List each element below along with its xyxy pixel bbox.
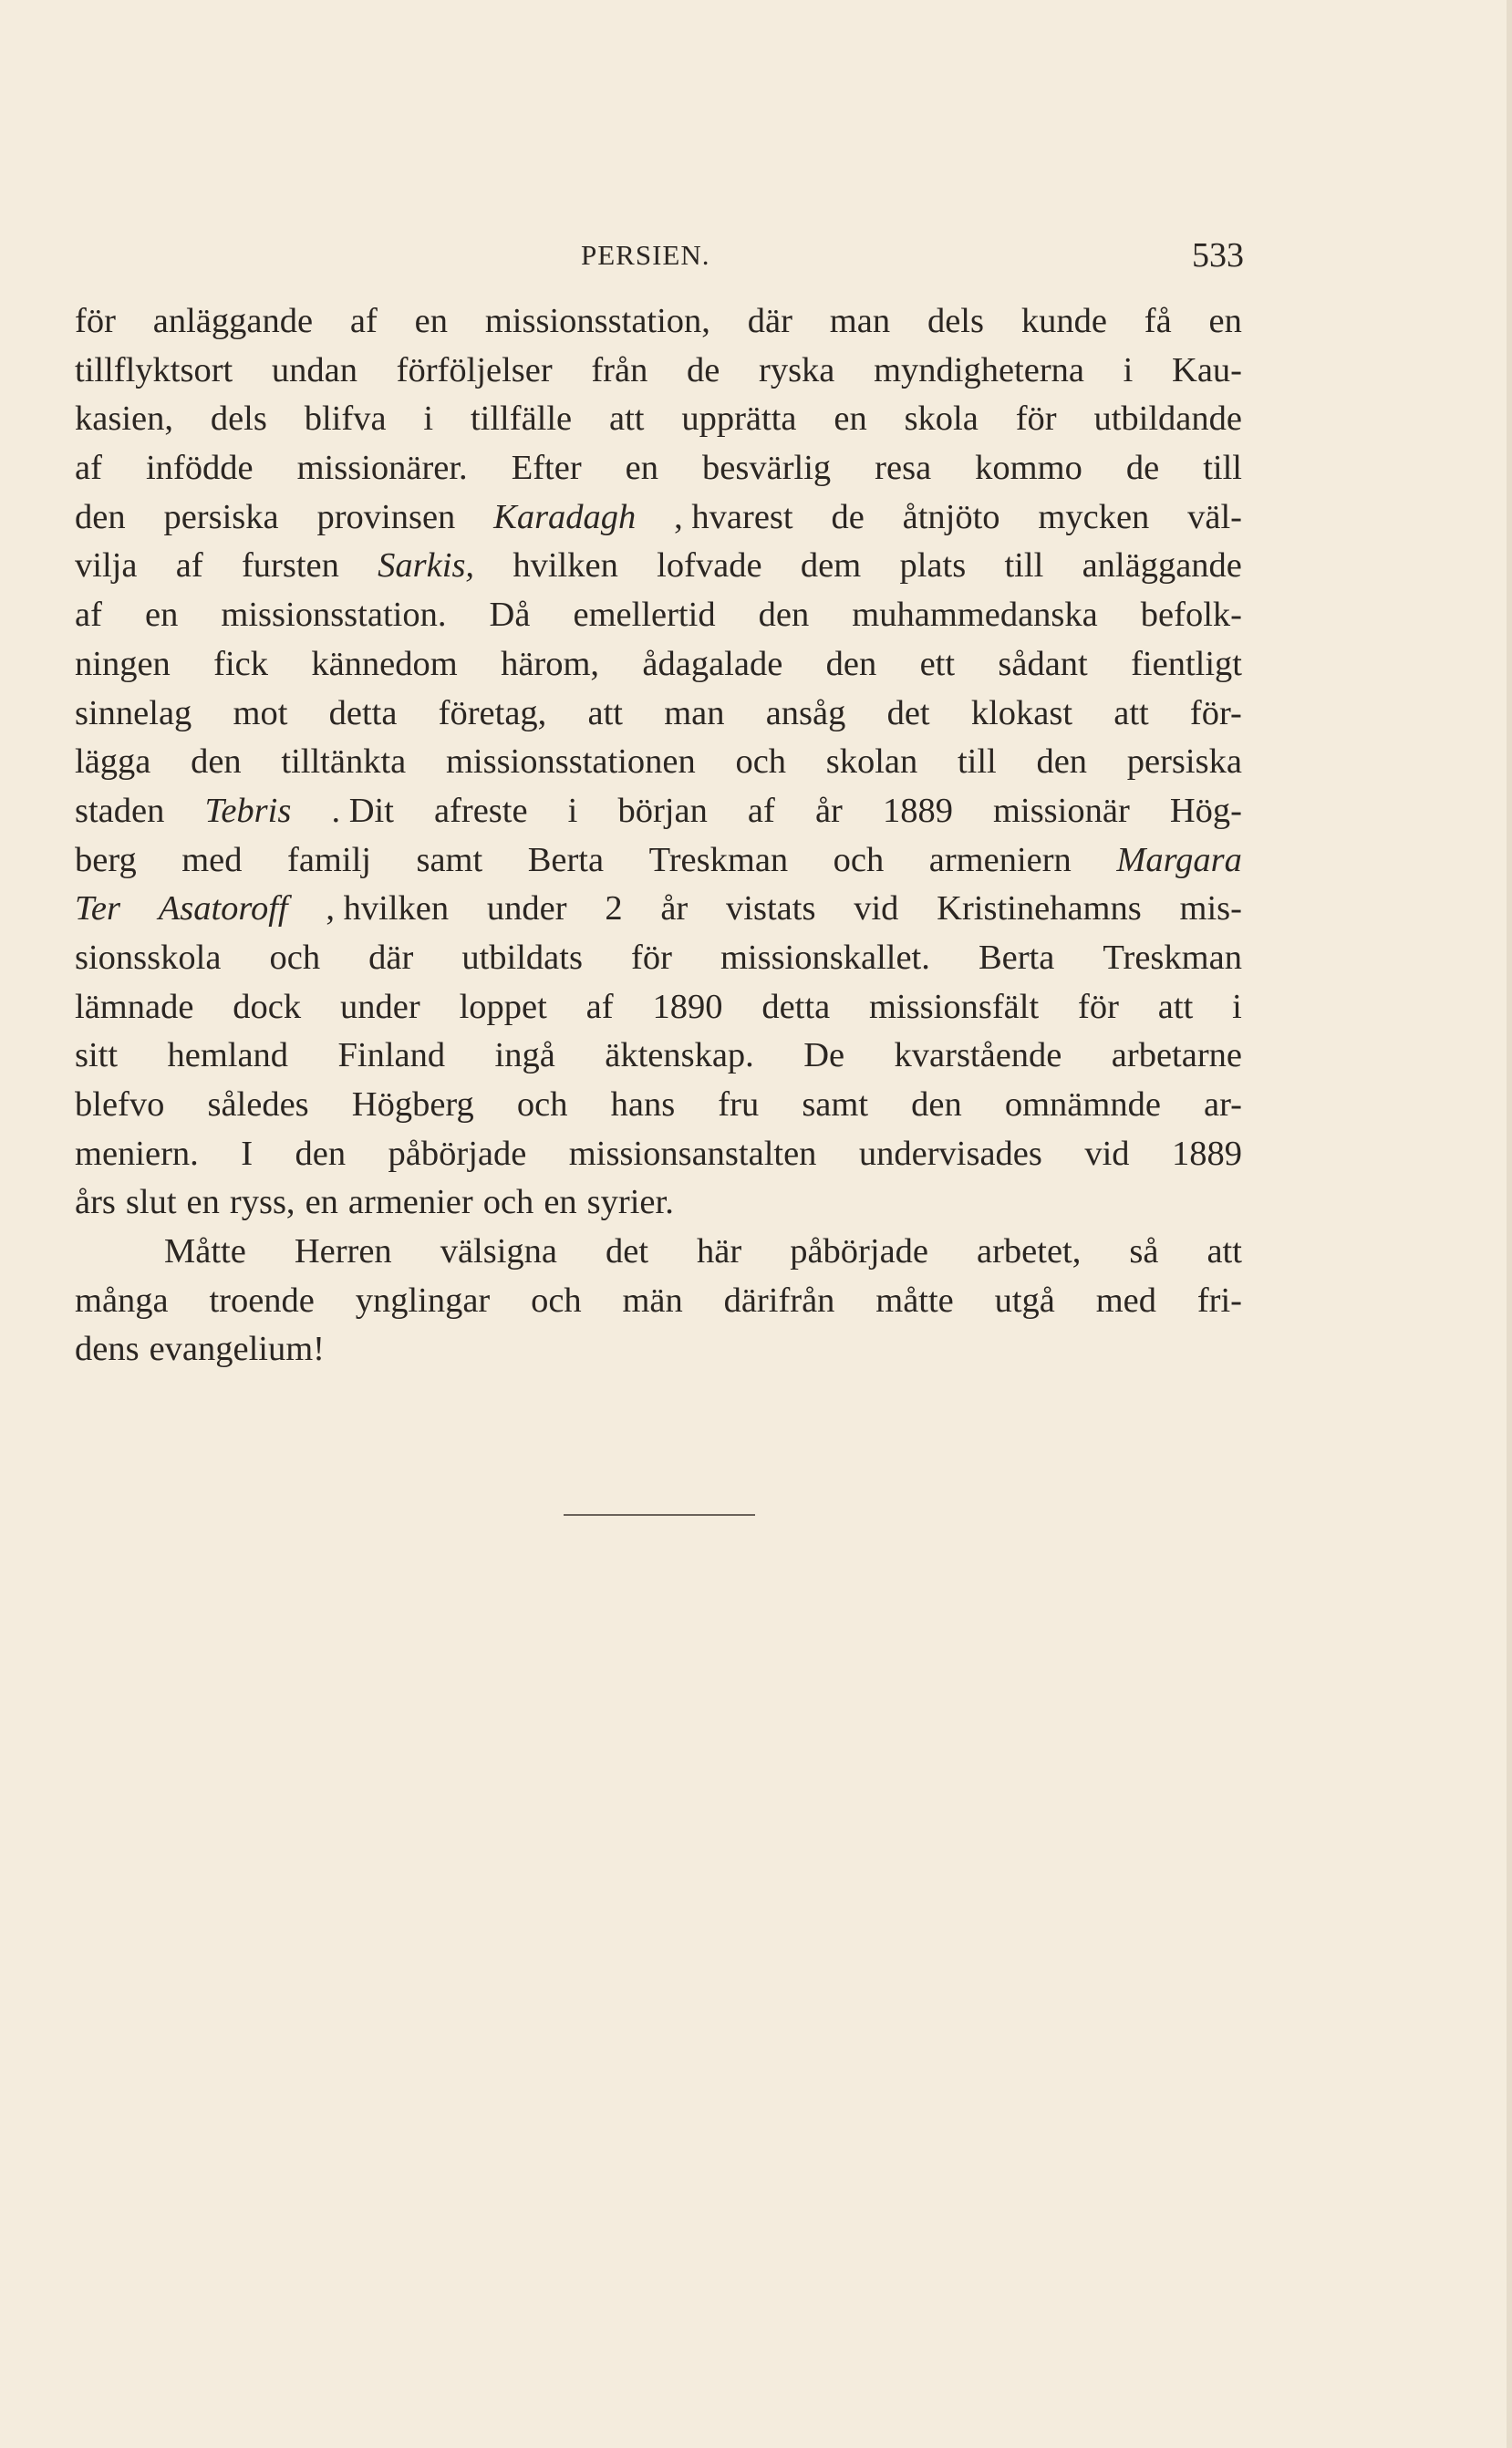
word: Treskman: [648, 840, 789, 879]
word: till: [1004, 546, 1044, 586]
word: företag,: [438, 693, 547, 732]
word: , hvarest: [674, 497, 793, 536]
word: de: [1125, 449, 1160, 488]
text-line: [75, 690, 1242, 739]
word: arbetet,: [977, 1232, 1082, 1271]
text-line: [75, 640, 1242, 690]
word: meniern.: [75, 1134, 199, 1173]
word: undan: [271, 350, 357, 389]
word: ryss,: [229, 1183, 295, 1222]
word: till: [957, 742, 997, 782]
word: klokast: [970, 693, 1073, 732]
word: hvilken: [513, 546, 618, 586]
word: därifrån: [723, 1281, 835, 1320]
word: den: [191, 742, 242, 782]
word: Hög-: [1169, 791, 1242, 830]
text-line: [75, 983, 1242, 1032]
word: befolk-: [1140, 596, 1242, 635]
word: Herren: [294, 1232, 392, 1271]
word: där: [368, 938, 414, 977]
word: detta: [761, 987, 831, 1026]
word: påbörjade: [388, 1134, 527, 1173]
word: dock: [233, 987, 302, 1026]
word: Berta: [527, 840, 605, 879]
word: dels: [927, 302, 984, 340]
word: anläggande: [1082, 546, 1242, 586]
word: till: [1203, 449, 1242, 488]
word: blefvo: [75, 1085, 165, 1124]
text-line: [75, 395, 1242, 444]
word: I: [241, 1134, 254, 1173]
word: den: [75, 497, 126, 536]
word: och: [833, 840, 885, 879]
word: utbildats: [461, 938, 583, 977]
word: undervisades: [858, 1134, 1042, 1173]
word: af: [349, 302, 378, 340]
word: armenier: [347, 1183, 473, 1222]
italic-word: Karadagh: [493, 497, 637, 536]
word: för: [1015, 399, 1057, 439]
word: måtte: [875, 1281, 954, 1320]
word: tillflyktsort: [75, 350, 233, 389]
word: att: [609, 399, 645, 439]
word: emellertid: [573, 596, 716, 635]
word: ningen: [75, 644, 171, 683]
word: välsigna: [440, 1232, 557, 1271]
word: ar-: [1204, 1085, 1242, 1124]
word: afreste: [433, 791, 528, 830]
word: mot: [233, 693, 288, 732]
text-line: [75, 1178, 1242, 1228]
word: år: [660, 889, 689, 928]
word: ryska: [759, 350, 835, 389]
text-line: [75, 297, 1242, 347]
word: mycken: [1038, 497, 1150, 536]
word: den: [911, 1085, 962, 1124]
word: missionsstationen: [445, 742, 696, 782]
word: troende: [209, 1281, 315, 1320]
word: af: [747, 791, 775, 830]
text-line: [75, 444, 1242, 493]
word: slut: [125, 1183, 177, 1222]
word: den: [758, 596, 810, 635]
word: ansåg: [765, 693, 846, 732]
text-line: [75, 1228, 1242, 1277]
word: förföljelser: [396, 350, 553, 389]
word: samt: [416, 840, 483, 879]
word: i: [1232, 987, 1242, 1026]
word: myndigheterna: [874, 350, 1084, 389]
text-line: [75, 836, 1242, 886]
word: att: [1157, 987, 1194, 1026]
word: vistats: [726, 889, 816, 928]
word: dens: [75, 1330, 140, 1369]
word: kasien,: [75, 399, 173, 439]
word: ynglingar: [355, 1281, 491, 1320]
word: fri-: [1196, 1281, 1242, 1320]
word: så: [1129, 1232, 1159, 1271]
word: samt: [802, 1085, 869, 1124]
word: . Dit: [331, 791, 394, 830]
word: upprätta: [681, 399, 797, 439]
text-line: [75, 493, 1242, 543]
word: år: [814, 791, 843, 830]
word: lägga: [75, 742, 151, 782]
running-title: PERSIEN.: [581, 239, 710, 271]
word: att: [1113, 693, 1149, 732]
word: för: [75, 302, 116, 340]
word: män: [622, 1281, 683, 1320]
word: missionär: [993, 791, 1130, 830]
word: för-: [1189, 693, 1242, 732]
word: , hvilken: [326, 889, 450, 928]
word: lofvade: [657, 546, 762, 586]
word: för: [631, 938, 672, 977]
word: utbildande: [1093, 399, 1242, 439]
word: vilja: [75, 546, 138, 586]
word: en: [625, 449, 659, 488]
word: under: [486, 889, 567, 928]
word: Finland: [337, 1036, 446, 1075]
word: evangelium!: [149, 1330, 326, 1369]
word: ådagalade: [642, 644, 783, 683]
word: och: [482, 1183, 534, 1222]
word: hans: [610, 1085, 676, 1124]
text-line: [75, 1081, 1242, 1130]
word: Berta: [978, 938, 1055, 977]
word: omnämnde: [1004, 1085, 1161, 1124]
word: väl-: [1187, 497, 1242, 536]
word: 1890: [652, 987, 723, 1026]
word: af: [175, 546, 203, 586]
section-rule: [564, 1514, 755, 1516]
word: utgå: [994, 1281, 1055, 1320]
word: arbetarne: [1111, 1036, 1242, 1075]
word: berg: [75, 840, 137, 879]
word: en: [186, 1183, 220, 1222]
word: Högberg: [351, 1085, 474, 1124]
word: missionsstation.: [221, 596, 447, 635]
word: där: [747, 302, 792, 340]
word: Efter: [511, 449, 582, 488]
word: man: [829, 302, 891, 340]
word: de: [831, 497, 865, 536]
word: många: [75, 1281, 169, 1320]
word: den: [825, 644, 877, 683]
word: 1889: [1171, 1134, 1242, 1173]
page-number: 533: [1192, 236, 1244, 275]
word: missionskallet.: [720, 938, 930, 977]
word: här: [697, 1232, 742, 1271]
word: en: [144, 596, 179, 635]
word: man: [664, 693, 725, 732]
word: de: [687, 350, 720, 389]
word: 2: [605, 889, 623, 928]
word: mis-: [1179, 889, 1242, 928]
text-line: [75, 787, 1242, 836]
word: fick: [213, 644, 268, 683]
word: missionsanstalten: [568, 1134, 817, 1173]
word: resa: [875, 449, 932, 488]
word: en: [834, 399, 867, 439]
word: vid: [854, 889, 899, 928]
word: fursten: [241, 546, 339, 586]
word: det: [606, 1232, 649, 1271]
word: infödde: [145, 449, 254, 488]
word: och: [269, 938, 321, 977]
text-line: [75, 738, 1242, 787]
word: påbörjade: [790, 1232, 929, 1271]
word: af: [585, 987, 614, 1026]
word: sionsskola: [75, 938, 222, 977]
word: med: [181, 840, 243, 879]
word: plats: [899, 546, 967, 586]
word: i: [423, 399, 434, 439]
word: och: [531, 1281, 582, 1320]
word: sådant: [998, 644, 1088, 683]
word: skola: [904, 399, 979, 439]
word: en: [544, 1183, 577, 1222]
word: De: [803, 1036, 845, 1075]
word: Kau-: [1172, 350, 1242, 389]
body-text: [75, 297, 1242, 1374]
italic-word: Asatoroff: [158, 889, 288, 928]
word: ingå: [494, 1036, 555, 1075]
word: fru: [718, 1085, 760, 1124]
word: i: [1123, 350, 1134, 389]
word: dels: [210, 399, 267, 439]
word: sitt: [75, 1036, 119, 1075]
word: armeniern: [928, 840, 1072, 879]
text-line: [75, 1277, 1242, 1326]
word: persiska: [163, 497, 279, 536]
word: åtnjöto: [902, 497, 1000, 536]
word: från: [591, 350, 648, 389]
word: kännedom: [311, 644, 458, 683]
word: Kristinehamns: [937, 889, 1142, 928]
word: af: [75, 596, 102, 635]
word: således: [207, 1085, 309, 1124]
word: med: [1095, 1281, 1156, 1320]
word: missionärer.: [296, 449, 468, 488]
word: vid: [1084, 1134, 1130, 1173]
word: kvarstående: [894, 1036, 1062, 1075]
word: få: [1144, 302, 1172, 340]
word: tilltänkta: [281, 742, 407, 782]
word: härom,: [501, 644, 600, 683]
word: för: [1078, 987, 1119, 1026]
word: provinsen: [316, 497, 456, 536]
word: missionsstation,: [484, 302, 710, 340]
word: loppet: [459, 987, 547, 1026]
text-line: [75, 1032, 1242, 1081]
word: kunde: [1020, 302, 1107, 340]
word: skolan: [825, 742, 918, 782]
word: äktenskap.: [605, 1036, 754, 1075]
word: anläggande: [152, 302, 314, 340]
text-line: [75, 347, 1242, 396]
page-edge: [1507, 0, 1512, 2448]
word: en: [1208, 302, 1242, 340]
text-line: [75, 1325, 1242, 1374]
word: 1889: [882, 791, 953, 830]
word: ett: [919, 644, 956, 683]
word: persiska: [1126, 742, 1242, 782]
word: missionsfält: [869, 987, 1040, 1026]
text-line: [75, 542, 1242, 591]
text-line: [75, 934, 1242, 983]
word: års: [75, 1183, 116, 1222]
word: fientligt: [1131, 644, 1242, 683]
word: en: [305, 1183, 338, 1222]
italic-word: Margara: [1116, 840, 1242, 879]
word: familj: [287, 840, 371, 879]
word: kommo: [975, 449, 1082, 488]
page-header: [75, 230, 1242, 285]
word: muhammedanska: [852, 596, 1098, 635]
italic-word: Tebris: [204, 791, 292, 830]
italic-word: Ter: [75, 889, 120, 928]
word: i: [567, 791, 578, 830]
word: Då: [489, 596, 531, 635]
word: och: [516, 1085, 568, 1124]
word: att: [587, 693, 623, 732]
word: den: [295, 1134, 347, 1173]
text-line: [75, 1130, 1242, 1179]
word: att: [1206, 1232, 1242, 1271]
word: Treskman: [1103, 938, 1242, 977]
word: det: [886, 693, 930, 732]
word: och: [735, 742, 787, 782]
word: sinnelag: [75, 693, 192, 732]
word: tillfälle: [470, 399, 573, 439]
word: syrier.: [586, 1183, 674, 1222]
word: under: [340, 987, 420, 1026]
word: hemland: [167, 1036, 289, 1075]
word: dem: [800, 546, 862, 586]
text-line: [75, 885, 1242, 934]
word: af: [75, 449, 102, 488]
word: en: [414, 302, 449, 340]
word: den: [1036, 742, 1088, 782]
text-line: [75, 591, 1242, 640]
word: detta: [328, 693, 398, 732]
word: besvärlig: [702, 449, 832, 488]
word: lämnade: [75, 987, 194, 1026]
word: Måtte: [164, 1232, 246, 1271]
word: början: [617, 791, 708, 830]
italic-word: Sarkis,: [378, 546, 475, 586]
word: staden: [75, 791, 165, 830]
word: blifva: [304, 399, 387, 439]
